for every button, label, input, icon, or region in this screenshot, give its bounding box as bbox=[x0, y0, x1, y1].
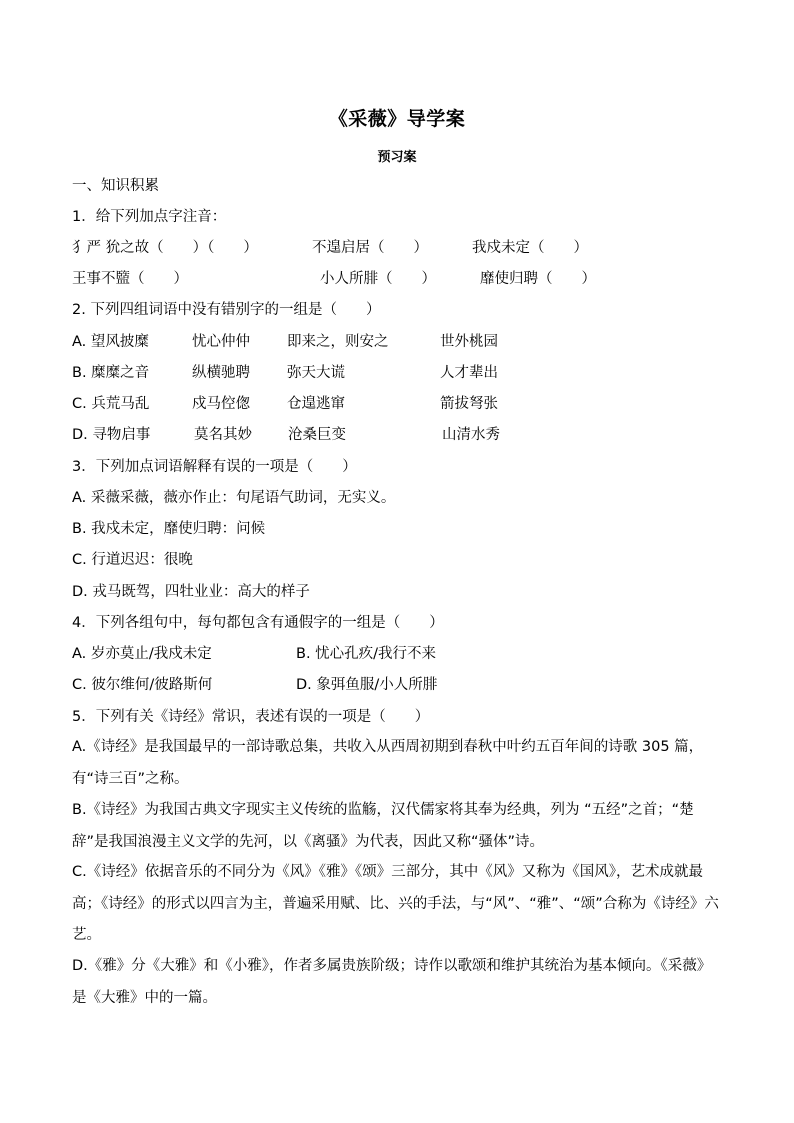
question-5-stem: 5．下列有关《诗经》常识，表述有误的一项是（ ） bbox=[72, 709, 430, 725]
option-term: 山清水秀 bbox=[442, 427, 500, 443]
option-term: 忧心仲仲 bbox=[192, 334, 250, 350]
option-term: 仓遑逃窜 bbox=[287, 396, 345, 412]
option-term: 箭拔弩张 bbox=[440, 396, 498, 412]
question-4-row-1 bbox=[72, 644, 724, 664]
option-term: 莫名其妙 bbox=[194, 427, 252, 443]
question-1-row-1 bbox=[72, 238, 724, 258]
option-term: 人才辈出 bbox=[440, 365, 498, 381]
question-4-stem: 4．下列各组句中，每句都包含有通假字的一组是（ ） bbox=[72, 615, 444, 631]
q1-item: 我戍未定（ ） bbox=[472, 240, 588, 256]
question-4-row-2 bbox=[72, 675, 724, 695]
option-item: C. 彼尔维何/彼路斯何 bbox=[72, 677, 213, 693]
question-1-stem: 1．给下列加点字注音： bbox=[72, 209, 227, 225]
question-5-option-d: D.《雅》分《大雅》和《小雅》，作者多属贵族阶级；诗作以歌颂和维护其统治为基本倾向。《采薇》是《大雅》中的一篇。 bbox=[72, 958, 712, 1006]
option-term: D. 寻物启事 bbox=[72, 427, 151, 443]
question-2-stem: 2. 下列四组词语中没有错别字的一组是（ ） bbox=[72, 302, 381, 318]
question-2-option-d bbox=[72, 425, 724, 445]
page-title: 《采薇》导学案 bbox=[328, 108, 466, 130]
option-term: 世外桃园 bbox=[440, 334, 498, 350]
question-3-option-a: A. 采薇采薇，薇亦作止：句尾语气助词，无实义。 bbox=[72, 490, 396, 506]
question-2-option-a bbox=[72, 332, 724, 352]
option-item: D. 象弭鱼服/小人所腓 bbox=[296, 677, 438, 693]
option-item: A. 岁亦莫止/我戍未定 bbox=[72, 646, 212, 662]
option-term: 即来之，则安之 bbox=[287, 334, 389, 350]
q1-item: 靡使归聘（ ） bbox=[480, 271, 596, 287]
question-5-option-b: B.《诗经》为我国古典文字现实主义传统的监觞，汉代儒家将其奉为经典，列为 “五经”之首；“楚辞”是我国浪漫主义文学的先河，以《离骚》为代表，因此又称“骚体”诗。 bbox=[72, 802, 694, 850]
section-heading: 一、知识积累 bbox=[72, 178, 159, 194]
option-term: 沧桑巨变 bbox=[288, 427, 346, 443]
question-5-option-c: C.《诗经》依据音乐的不同分为《风》《雅》《颂》三部分，其中《风》又称为《国风》，艺术成就最高；《诗经》的形式以四言为主，普遍采用赋、比、兴的手法，与“风”、“雅”、“颂”合称为《诗经》六艺。 bbox=[72, 864, 719, 943]
option-term: B. 糜糜之音 bbox=[72, 365, 150, 381]
question-1-row-2 bbox=[72, 269, 724, 289]
question-3-stem: 3．下列加点词语解释有误的一项是（ ） bbox=[72, 459, 357, 475]
option-term: A. 望风披糜 bbox=[72, 334, 149, 350]
q1-item: 小人所腓（ ） bbox=[320, 271, 436, 287]
option-term: 戍马倥偬 bbox=[192, 396, 250, 412]
q1-item: 王事不盬（ ） bbox=[72, 271, 188, 287]
option-term: 弥天大谎 bbox=[287, 365, 345, 381]
option-term: 纵横驰聘 bbox=[192, 365, 250, 381]
question-2-option-c bbox=[72, 394, 724, 414]
page-subtitle: 预习案 bbox=[377, 150, 417, 165]
q1-item: 不遑启居（ ） bbox=[312, 240, 428, 256]
question-3-option-c: C. 行道迟迟：很晚 bbox=[72, 552, 193, 568]
q1-item: 犭严 狁之故（ ）（ ） bbox=[72, 240, 258, 256]
option-term: C. 兵荒马乱 bbox=[72, 396, 150, 412]
question-2-option-b bbox=[72, 363, 724, 383]
question-5-option-a: A.《诗经》是我国最早的一部诗歌总集，共收入从西周初期到春秋中叶约五百年间的诗歌 305 篇，有“诗三百”之称。 bbox=[72, 739, 704, 787]
question-3-option-d: D. 戎马既驾，四牡业业：高大的样子 bbox=[72, 584, 310, 600]
option-item: B. 忧心孔疚/我行不来 bbox=[296, 646, 437, 662]
question-3-option-b: B. 我戍未定，靡使归聘：问候 bbox=[72, 521, 266, 537]
